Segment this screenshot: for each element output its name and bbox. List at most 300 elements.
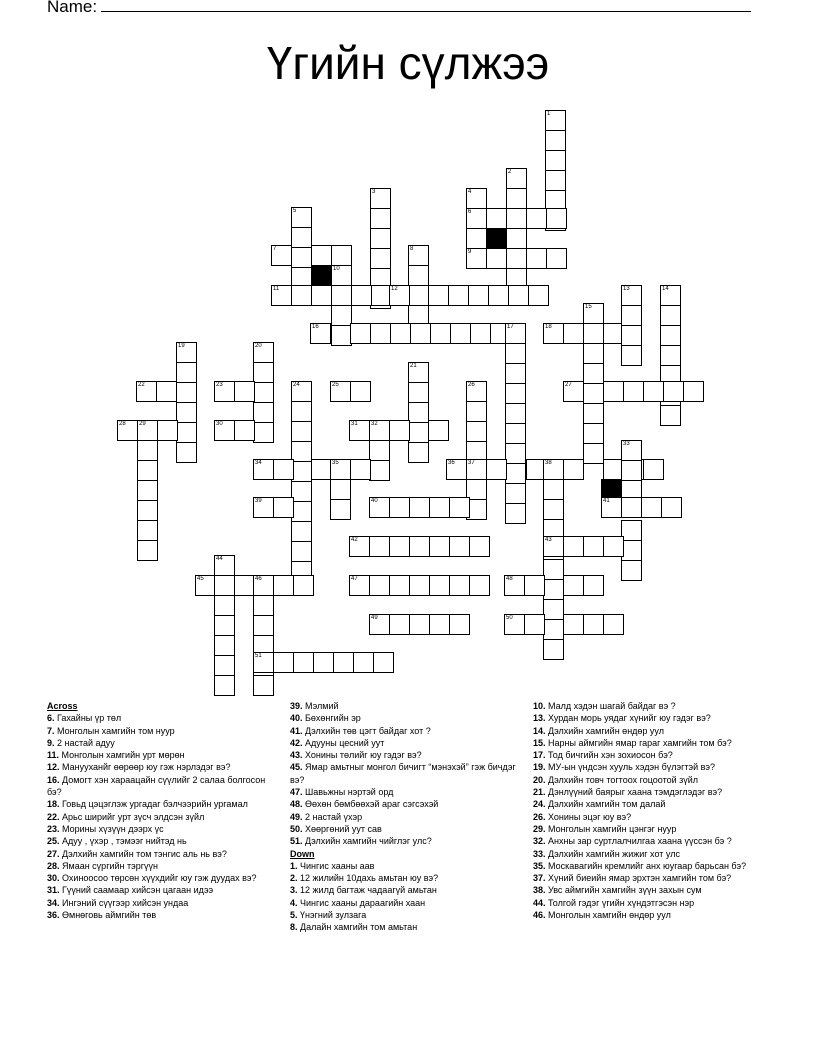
clue-item (290, 737, 522, 749)
cell-number: 30 (216, 421, 223, 427)
clue-item (533, 725, 773, 737)
grid-cell[interactable] (408, 422, 429, 443)
grid-cell[interactable] (214, 615, 235, 636)
clue-text: Увс аймгийн хамгийн зүүн захын сум (545, 885, 702, 896)
clue-text: Толгой гэдэг үгийн хүндэтгэсэн нэр (545, 897, 695, 908)
grid-cell[interactable] (563, 536, 584, 557)
grid-cell[interactable] (449, 497, 470, 518)
grid-cell[interactable] (506, 208, 527, 229)
grid-cell[interactable] (350, 459, 371, 480)
grid-cell[interactable] (137, 480, 158, 501)
grid-cell[interactable] (253, 652, 274, 673)
grid-cell[interactable] (428, 420, 449, 441)
grid-cell[interactable] (505, 343, 526, 364)
grid-cell[interactable] (408, 285, 429, 306)
clue-item (47, 725, 279, 737)
grid-cell[interactable] (253, 595, 274, 616)
grid-cell[interactable] (563, 381, 584, 402)
grid-cell[interactable] (583, 343, 604, 364)
cell-number: 35 (332, 460, 339, 466)
grid-cell[interactable] (369, 420, 390, 441)
grid-cell[interactable] (660, 405, 681, 426)
grid-cell[interactable] (390, 323, 411, 344)
grid-cell[interactable] (543, 536, 564, 557)
grid-cell[interactable] (543, 479, 564, 500)
grid-cell[interactable] (546, 208, 567, 229)
cell-number: 21 (410, 363, 417, 369)
clue-item (47, 884, 279, 896)
grid-cell[interactable] (504, 614, 525, 635)
grid-cell[interactable] (350, 323, 371, 344)
grid-cell[interactable] (469, 536, 490, 557)
grid-cell[interactable] (641, 497, 662, 518)
cell-number: 24 (293, 382, 300, 388)
grid-cell[interactable] (524, 575, 545, 596)
grid-cell[interactable] (214, 675, 235, 696)
grid-cell[interactable] (291, 381, 312, 402)
grid-cell[interactable] (546, 248, 567, 269)
clue-text: Монголын хамгийн том нуур (54, 725, 175, 736)
grid-cell[interactable] (389, 614, 410, 635)
grid-cell[interactable] (389, 536, 410, 557)
grid-cell[interactable] (505, 483, 526, 504)
grid-cell[interactable] (524, 614, 545, 635)
grid-cell[interactable] (505, 443, 526, 464)
grid-cell[interactable] (603, 614, 624, 635)
grid-cell[interactable] (603, 381, 624, 402)
grid-cell[interactable] (506, 228, 527, 249)
grid-cell[interactable] (543, 579, 564, 600)
grid-cell[interactable] (291, 421, 312, 442)
grid-cell[interactable] (488, 285, 509, 306)
clue-number: 13. (533, 713, 546, 724)
cell-number: 48 (506, 576, 513, 582)
grid-cell[interactable] (137, 520, 158, 541)
grid-cell[interactable] (271, 285, 292, 306)
grid-cell[interactable] (291, 227, 312, 248)
grid-cell[interactable] (291, 401, 312, 422)
grid-cell[interactable] (446, 459, 467, 480)
grid-cell[interactable] (311, 459, 332, 480)
grid-cell[interactable] (486, 459, 507, 480)
grid-cell[interactable] (271, 245, 292, 266)
grid-cell[interactable] (291, 285, 312, 306)
grid-cell[interactable] (409, 575, 430, 596)
grid-cell[interactable] (349, 420, 370, 441)
grid-cell[interactable] (528, 285, 549, 306)
grid-cell[interactable] (486, 208, 507, 229)
clue-column-1 (47, 700, 279, 921)
grid-cell[interactable] (333, 652, 354, 673)
grid-cell[interactable] (157, 420, 178, 441)
grid-cell[interactable] (253, 675, 274, 696)
grid-cell[interactable] (408, 265, 429, 286)
grid-cell[interactable] (136, 381, 157, 402)
grid-cell[interactable] (583, 443, 604, 464)
grid-cell[interactable] (660, 285, 681, 306)
name-label: Name: (47, 0, 98, 16)
grid-cell[interactable] (409, 614, 430, 635)
grid-cell[interactable] (563, 575, 584, 596)
grid-cell[interactable] (253, 575, 274, 596)
grid-cell[interactable] (506, 168, 527, 189)
grid-cell[interactable] (430, 323, 451, 344)
grid-cell[interactable] (543, 599, 564, 620)
grid-cell[interactable] (661, 497, 682, 518)
clue-number: 36. (47, 910, 60, 921)
grid-cell[interactable] (545, 170, 566, 191)
grid-cell[interactable] (543, 619, 564, 640)
grid-cell[interactable] (408, 442, 429, 463)
grid-cell[interactable] (409, 497, 430, 518)
grid-cell[interactable] (621, 305, 642, 326)
grid-cell[interactable] (291, 247, 312, 268)
grid-cell[interactable] (621, 520, 642, 541)
cell-number: 29 (139, 421, 146, 427)
grid-cell[interactable] (214, 655, 235, 676)
clue-number: 38. (533, 885, 546, 896)
clue-text: МУ-ын үндсэн хууль хэдэн бүлэгтэй вэ? (545, 762, 716, 773)
grid-cell[interactable] (505, 423, 526, 444)
grid-cell[interactable] (583, 323, 604, 344)
grid-cell[interactable] (195, 575, 216, 596)
grid-cell[interactable] (350, 381, 371, 402)
grid-cell[interactable] (389, 497, 410, 518)
clue-item (533, 823, 773, 835)
grid-cell[interactable] (449, 614, 470, 635)
cell-number: 34 (255, 460, 262, 466)
clue-number: 21. (533, 787, 546, 798)
grid-cell[interactable] (331, 305, 352, 326)
grid-cell[interactable] (291, 481, 312, 502)
clue-number: 25. (47, 836, 60, 847)
grid-cell[interactable] (583, 575, 604, 596)
grid-cell[interactable] (176, 362, 197, 383)
grid-cell[interactable] (660, 325, 681, 346)
grid-cell[interactable] (313, 652, 334, 673)
grid-cell[interactable] (563, 323, 584, 344)
grid-cell[interactable] (291, 461, 312, 482)
grid-cell[interactable] (137, 460, 158, 481)
grid-cell[interactable] (369, 440, 390, 461)
grid-cell[interactable] (311, 245, 332, 266)
grid-cell[interactable] (508, 285, 529, 306)
grid-cell[interactable] (505, 503, 526, 524)
grid-cell[interactable] (234, 381, 255, 402)
grid-cell[interactable] (273, 652, 294, 673)
grid-cell[interactable] (505, 363, 526, 384)
grid-cell[interactable] (621, 325, 642, 346)
grid-cell[interactable] (466, 381, 487, 402)
grid-cell[interactable] (621, 460, 642, 481)
grid-cell[interactable] (331, 245, 352, 266)
clue-number: 5. (290, 910, 298, 921)
clue-text: Москавагийн кремлийг анх юугаар барьсан бэ? (545, 860, 747, 871)
clue-text: Бөхөнгийн эр (302, 713, 361, 724)
grid-cell[interactable] (583, 363, 604, 384)
grid-cell[interactable] (369, 497, 390, 518)
clue-item (47, 909, 279, 921)
cell-number: 25 (332, 382, 339, 388)
clue-item (47, 749, 279, 761)
grid-cell[interactable] (273, 459, 294, 480)
grid-cell[interactable] (410, 323, 431, 344)
grid-cell[interactable] (408, 362, 429, 383)
grid-cell[interactable] (545, 130, 566, 151)
cell-number: 41 (603, 498, 610, 504)
grid-cell[interactable] (389, 420, 410, 441)
grid-cell[interactable] (273, 575, 294, 596)
clue-number: 22. (47, 811, 60, 822)
clue-number: 30. (47, 873, 60, 884)
grid-cell[interactable] (330, 479, 351, 500)
grid-cell[interactable] (504, 575, 525, 596)
grid-cell[interactable] (253, 615, 274, 636)
grid-cell[interactable] (543, 323, 564, 344)
grid-cell[interactable] (660, 345, 681, 366)
grid-cell[interactable] (370, 188, 391, 209)
grid-cell[interactable] (583, 383, 604, 404)
grid-cell[interactable] (621, 497, 642, 518)
grid-cell[interactable] (291, 207, 312, 228)
grid-cell[interactable] (176, 442, 197, 463)
clue-item (533, 884, 773, 896)
grid-cell[interactable] (450, 323, 471, 344)
grid-cell[interactable] (449, 536, 470, 557)
clue-number: 37. (533, 873, 546, 884)
grid-cell[interactable] (505, 463, 526, 484)
grid-cell[interactable] (683, 381, 704, 402)
clue-number: 47. (290, 787, 303, 798)
grid-cell[interactable] (370, 228, 391, 249)
grid-cell[interactable] (291, 441, 312, 462)
grid-cell[interactable] (214, 420, 235, 441)
grid-cell[interactable] (117, 420, 138, 441)
grid-cell[interactable] (369, 460, 390, 481)
clue-text: Хүний биеийн ямар эрхтэн хамгийн том бэ? (545, 873, 732, 884)
grid-cell[interactable] (330, 459, 351, 480)
grid-cell[interactable] (293, 575, 314, 596)
grid-cell[interactable] (253, 402, 274, 423)
clue-item (533, 761, 773, 773)
grid-cell[interactable] (466, 248, 487, 269)
grid-cell[interactable] (466, 188, 487, 209)
grid-cell[interactable] (253, 422, 274, 443)
grid-cell[interactable] (330, 499, 351, 520)
grid-cell[interactable] (369, 536, 390, 557)
grid-cell[interactable] (389, 575, 410, 596)
grid-cell[interactable] (429, 497, 450, 518)
grid-cell[interactable] (621, 440, 642, 461)
grid-cell[interactable] (214, 595, 235, 616)
grid-cell[interactable] (428, 285, 449, 306)
grid-cell[interactable] (370, 248, 391, 269)
clue-number: 15. (533, 737, 546, 748)
grid-cell[interactable] (370, 208, 391, 229)
grid-cell[interactable] (643, 381, 664, 402)
clue-number: 33. (533, 848, 546, 859)
grid-cell[interactable] (429, 575, 450, 596)
grid-cell[interactable] (273, 497, 294, 518)
cell-number: 43 (545, 537, 552, 543)
grid-cell[interactable] (429, 536, 450, 557)
clue-number: 50. (290, 823, 303, 834)
grid-cell[interactable] (583, 423, 604, 444)
grid-cell[interactable] (253, 362, 274, 383)
grid-cell[interactable] (506, 188, 527, 209)
clue-item (533, 774, 773, 786)
grid-cell[interactable] (466, 459, 487, 480)
cell-number: 28 (119, 421, 126, 427)
grid-cell[interactable] (291, 541, 312, 562)
grid-cell[interactable] (293, 652, 314, 673)
grid-cell[interactable] (137, 500, 158, 521)
grid-cell[interactable] (448, 285, 469, 306)
grid-cell[interactable] (543, 639, 564, 660)
cell-number: 51 (255, 653, 262, 659)
grid-cell[interactable] (331, 265, 352, 286)
clue-number: 48. (290, 799, 303, 810)
grid-cell[interactable] (214, 555, 235, 576)
grid-cell[interactable] (429, 614, 450, 635)
clue-text: Хонины эцэг юу вэ? (545, 811, 632, 822)
clue-text: Манууханйг өөрөөр юу гэж нэрлэдэг вэ? (59, 762, 231, 773)
grid-cell[interactable] (660, 305, 681, 326)
grid-cell[interactable] (601, 497, 622, 518)
grid-cell[interactable] (310, 323, 331, 344)
grid-cell[interactable] (311, 285, 332, 306)
clue-number: 1. (290, 860, 298, 871)
grid-cell[interactable] (370, 323, 391, 344)
grid-cell[interactable] (253, 382, 274, 403)
clue-number: 34. (47, 897, 60, 908)
clue-text: 2 настай үхэр (302, 811, 363, 822)
grid-cell[interactable] (563, 459, 584, 480)
grid-cell[interactable] (214, 635, 235, 656)
clue-text: Анхны зар суртлалчилгаа хаана үүссэн бэ ? (545, 836, 732, 847)
grid-cell[interactable] (369, 614, 390, 635)
grid-cell[interactable] (526, 208, 547, 229)
grid-cell[interactable] (389, 285, 410, 306)
grid-cell[interactable] (176, 342, 197, 363)
grid-cell[interactable] (583, 403, 604, 424)
grid-cell[interactable] (369, 575, 390, 596)
clue-number: 2. (290, 873, 298, 884)
grid-cell[interactable] (349, 575, 370, 596)
grid-cell[interactable] (621, 560, 642, 581)
grid-cell[interactable] (583, 536, 604, 557)
grid-cell[interactable] (621, 285, 642, 306)
grid-cell[interactable] (469, 575, 490, 596)
grid-cell[interactable] (353, 652, 374, 673)
grid-cell[interactable] (253, 342, 274, 363)
grid-cell[interactable] (466, 228, 487, 249)
grid-cell[interactable] (408, 382, 429, 403)
grid-cell[interactable] (466, 421, 487, 442)
grid-cell[interactable] (291, 501, 312, 522)
grid-cell[interactable] (563, 614, 584, 635)
clue-number: 31. (47, 885, 60, 896)
grid-cell[interactable] (137, 440, 158, 461)
grid-cell[interactable] (545, 150, 566, 171)
grid-cell[interactable] (373, 652, 394, 673)
grid-cell[interactable] (545, 110, 566, 131)
grid-cell[interactable] (526, 248, 547, 269)
grid-cell[interactable] (408, 402, 429, 423)
grid-cell[interactable] (505, 403, 526, 424)
grid-cell[interactable] (543, 459, 564, 480)
cell-number: 49 (371, 615, 378, 621)
grid-cell[interactable] (291, 521, 312, 542)
grid-cell[interactable] (466, 208, 487, 229)
grid-cell[interactable] (214, 381, 235, 402)
grid-cell[interactable] (137, 420, 158, 441)
clue-item (533, 798, 773, 810)
grid-cell[interactable] (470, 323, 491, 344)
grid-cell[interactable] (234, 420, 255, 441)
grid-cell[interactable] (331, 325, 352, 346)
grid-cell[interactable] (331, 285, 352, 306)
clue-number: 19. (533, 762, 546, 773)
grid-cell[interactable] (349, 536, 370, 557)
grid-cell[interactable] (621, 345, 642, 366)
grid-cell[interactable] (351, 285, 372, 306)
grid-cell[interactable] (621, 540, 642, 561)
grid-cell[interactable] (234, 575, 255, 596)
clue-text: Арьс ширийг урт зүсч элдсэн зүйл (59, 811, 205, 822)
clue-text: Нарны аймгийн ямар гараг хамгийн том бэ? (545, 737, 732, 748)
grid-cell[interactable] (643, 459, 664, 480)
clue-text: Тод бичгийн хэн зохиосон бэ? (545, 750, 673, 761)
cell-number: 40 (371, 498, 378, 504)
cell-number: 11 (273, 286, 280, 292)
grid-cell[interactable] (505, 323, 526, 344)
grid-cell[interactable] (663, 381, 684, 402)
cell-number: 22 (138, 382, 145, 388)
grid-cell[interactable] (156, 381, 177, 402)
grid-cell[interactable] (408, 245, 429, 266)
grid-cell[interactable] (623, 381, 644, 402)
cell-number: 2 (508, 169, 512, 175)
grid-cell[interactable] (468, 285, 489, 306)
grid-cell[interactable] (330, 381, 351, 402)
grid-cell[interactable] (176, 402, 197, 423)
clue-item (290, 860, 522, 872)
grid-cell[interactable] (543, 499, 564, 520)
grid-cell[interactable] (176, 382, 197, 403)
clue-column-2 (290, 700, 522, 934)
grid-cell[interactable] (603, 536, 624, 557)
grid-cell[interactable] (409, 536, 430, 557)
grid-cell[interactable] (583, 614, 604, 635)
grid-cell[interactable] (486, 248, 507, 269)
grid-cell[interactable] (253, 497, 274, 518)
grid-cell[interactable] (214, 575, 235, 596)
grid-cell[interactable] (449, 575, 470, 596)
grid-cell[interactable] (176, 422, 197, 443)
cell-number: 36 (448, 460, 455, 466)
grid-cell[interactable] (505, 383, 526, 404)
grid-cell[interactable] (583, 303, 604, 324)
grid-cell[interactable] (466, 401, 487, 422)
cell-number: 14 (662, 286, 669, 292)
grid-cell[interactable] (543, 559, 564, 580)
grid-cell[interactable] (506, 248, 527, 269)
clue-text: Ингэний сүүгээр хийсэн ундаа (59, 897, 189, 908)
clue-item (533, 835, 773, 847)
grid-cell[interactable] (137, 540, 158, 561)
grid-cell[interactable] (253, 459, 274, 480)
